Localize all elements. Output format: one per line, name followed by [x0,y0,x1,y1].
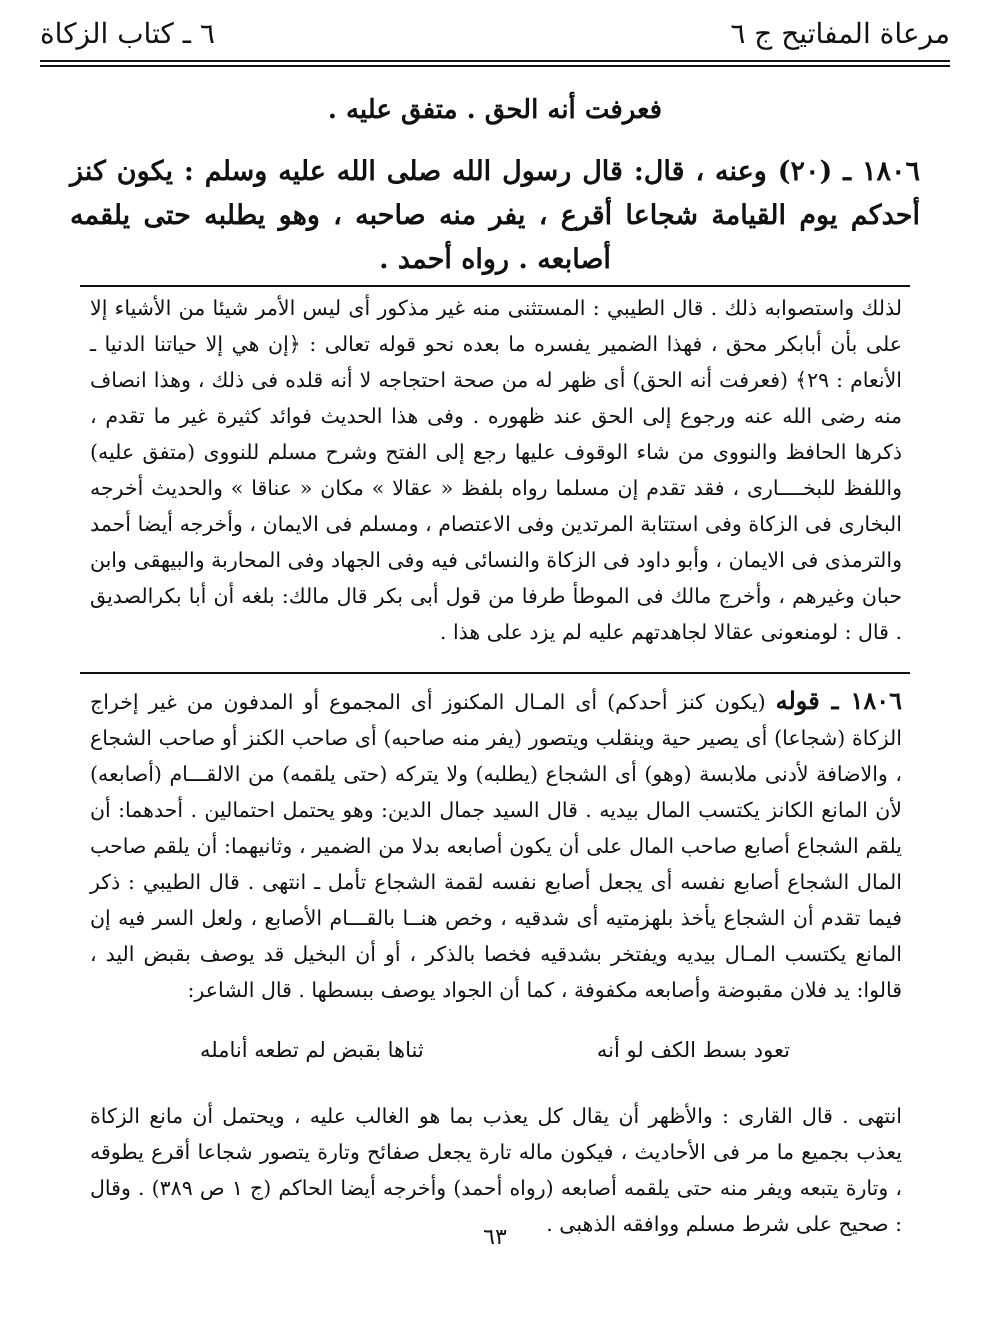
page-number: ٦٣ [483,1225,507,1250]
poetry-verse [200,1038,790,1062]
commentary-lead: ١٨٠٦ ـ قوله [775,686,902,715]
commentary-paragraph [90,1098,902,1242]
verse-hemistich-second: ثناها بقبض لم تطعه أنامله [200,1038,424,1062]
section-divider [80,672,910,674]
verse-hemistich-first: تعود بسط الكف لو أنه [596,1038,790,1062]
header-rule [40,65,950,67]
hadith-text: ١٨٠٦ ـ (٢٠) وعنه ، قال: قال رسول الله صلى الله عليه وسلم : يكون كنز أحدكم يوم القيامة شجاعا أقرع ، يفر منه صاحبه ، وهو يطلبه حتى يلقمه أصابعه . رواه أحمد . [70,156,920,275]
section-divider [80,285,910,287]
header-rule [40,60,950,62]
header-book-title: مرعاة المفاتيح ج ٦ [730,16,950,50]
commentary-text: (يكون كنز أحدكم) أى المـال المكنوز أى المجموع أو المدفون من غير إخراج الزكاة (شجاعا) أى يصير حية وينقلب ويتصور (يفر منه صاحبه) أى صاحب الكنز أو صاحب الشجاع ، والاضافة لأدنى ملابسة (وهو) أى الشجاع (يطلبه) ولا يتركه (حتى يلقمه) من الالقـــام (أصابعه) لأن المانع الكانز يكتسب المال بيديه . قال السيد جمال الدين: وهو يحتمل احتمالين . أحدهما: أن يلقم الشجاع أصابع صاحب المال على أن يكون أصابعه بدلا من الضمير ، وثانيهما: أن يلقم صاحب المال الشجاع أصابع نفسه أى يجعل أصابع نفسه لقمة الشجاع تأمل ـ انتهى . قال الطيبي : ذكر فيما تقدم أن الشجاع يأخذ بلهزمتيه أى شدقيه ، وخص هنــا بالقـــام الأصابع ، ولعل السر فيه إن المانع يكتسب المـال بيديه ويفتخر بشدقيه فخصا بالذكر ، أو أن البخيل قد يوصف بقبض اليد ، قالوا: يد فلان مقبوضة وأصابعه مكفوفة ، كما أن الجواد يوصف ببسطها . قال الشاعر: [90,690,902,1002]
header-chapter-title: ٦ ـ كتاب الزكاة [40,16,215,50]
matn-continuation: فعرفت أنه الحق . متفق عليه . [327,95,663,125]
commentary-paragraph [90,683,902,1008]
commentary-text: انتهى . قال القارى : والأظهر أن يقال كل يعذب بما هو الغالب عليه ، ويحتمل أن مانع الزكاة يعذب بجميع ما مر فى الأحاديث ، فيكون ماله تارة يجعل صفائح وتارة يتصور شجاعا أقرع يطوقه ، وتارة يتبعه ويفر منه حتى يلقمه أصابعه (رواه أحمد) وأخرجه أيضا الحاكم (ج ١ ص ٣٨٩) . وقال : صحيح على شرط مسلم ووافقه الذهبى . [90,1104,902,1236]
commentary-text: لذلك واستصوابه ذلك . قال الطيبي : المستثنى منه غير مذكور أى ليس الأمر شيئا من الأشياء إلا على بأن أبابكر محق ، فهذا الضمير يفسره ما بعده نحو قوله تعالى : ﴿إن هي إلا حياتنا الدنيا ـ الأنعام : ٢٩﴾ (فعرفت أنه الحق) أى ظهر له من صحة احتجاجه لا أنه قلده فى ذلك ، وهذا انصاف منه رضى الله عنه ورجوع إلى الحق عند ظهوره . وفى هذا الحديث فوائد كثيرة غير ما تقدم ، ذكرها الحافظ والنووى من شاء الوقوف عليها رجع إلى الفتح وشرح مسلم للنووى (متفق عليه) واللفظ للبخــــارى ، فقد تقدم إن مسلما رواه بلفظ « عقالا » مكان « عناقا » والحديث أخرجه البخارى فى الزكاة وفى استتابة المرتدين وفى الاعتصام ، ومسلم فى الايمان ، وأخرجه أيضا أحمد والترمذى فى الايمان ، وأبو داود فى الزكاة والنسائى فيه وفى الجهاد وفى المحاربة والبيهقى وابن حبان وغيرهم ، وأخرج مالك فى الموطأ طرفا من قول أبى بكر قال مالك: بلغه أن أبا بكرالصديق . قال : لومنعونى عقالا لجاهدتهم عليه لم يزد على هذا . [90,296,902,644]
commentary-paragraph [90,290,902,650]
running-header [40,8,950,58]
